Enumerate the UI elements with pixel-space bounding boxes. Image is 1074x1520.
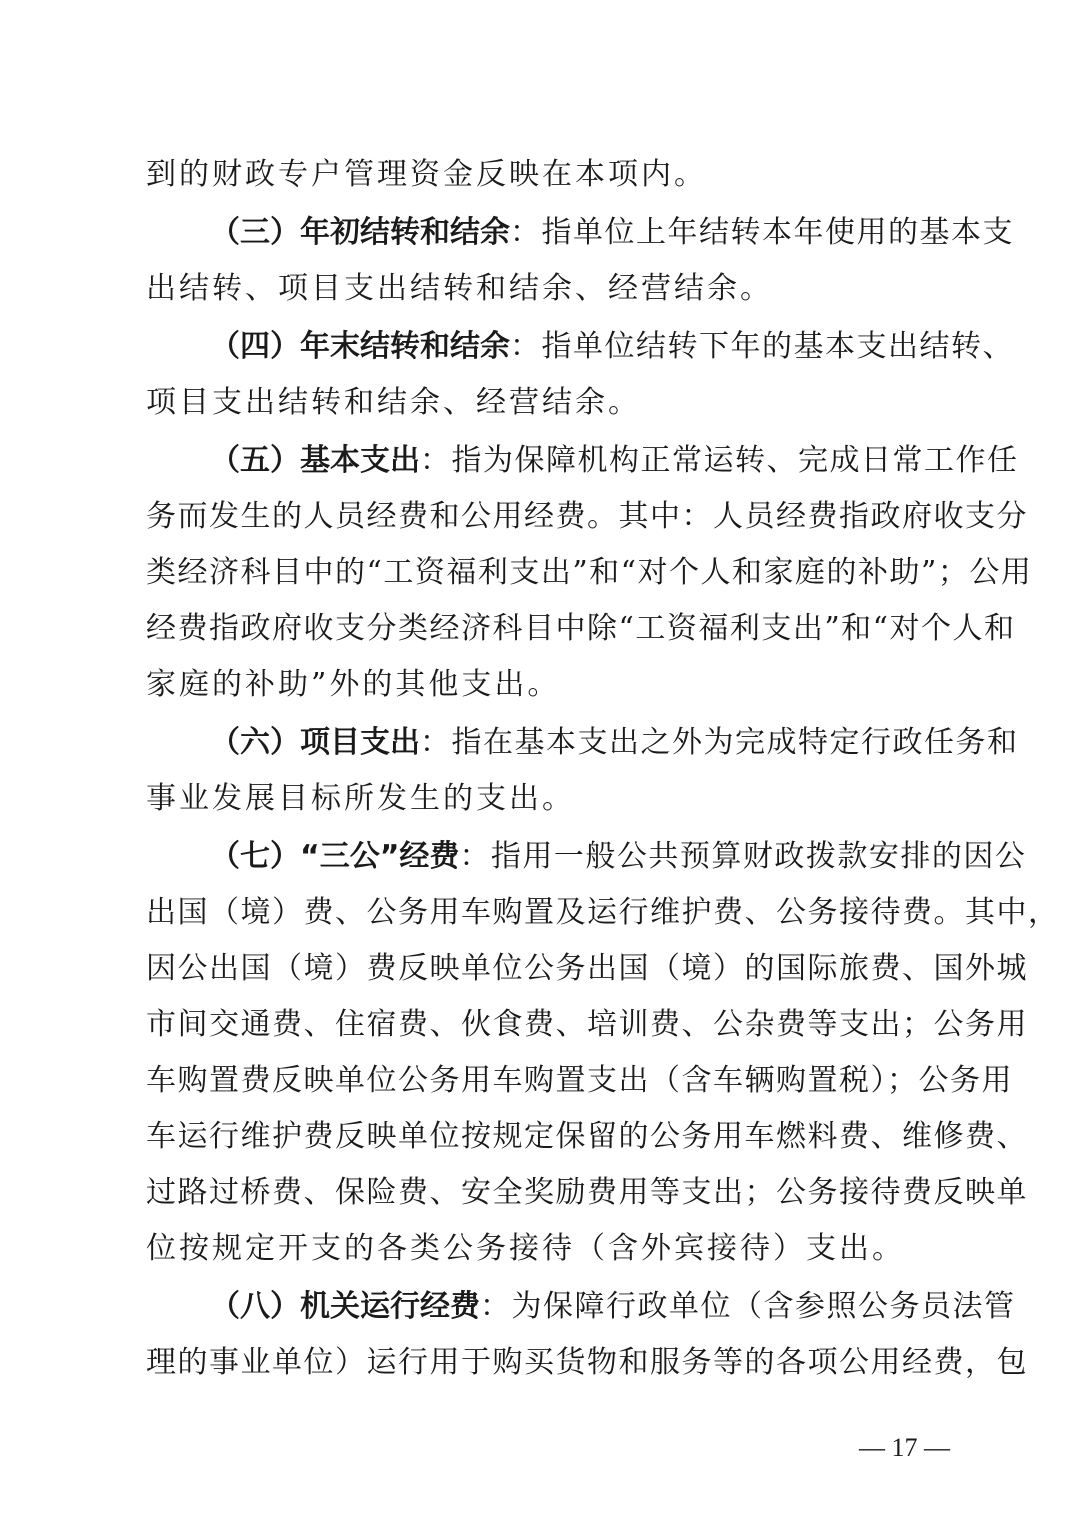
page-number: — 17 — (859, 1433, 950, 1462)
text-line: 市间交通费、住宿费、伙食费、培训费、公杂费等支出；公务用 (146, 1007, 1028, 1042)
heading-carryover-balance-end: （四）年末结转和结余 (210, 329, 510, 364)
text-line: 项目支出结转和结余、经营结余。 (146, 385, 641, 420)
text-line: 因公出国（境）费反映单位公务出国（境）的国际旅费、国外城 (146, 951, 1028, 986)
document-body (146, 147, 1060, 1391)
text-line: 务而发生的人员经费和公用经费。其中：人员经费指政府收支分 (146, 499, 1028, 534)
paragraph-6-first-line (146, 715, 1019, 771)
heading-agency-operating-expenses: （八）机关运行经费 (210, 1289, 480, 1324)
paragraph-text: ：为保障行政单位（含参照公务员法管 (480, 1289, 1016, 1324)
text-line: 到的财政专户管理资金反映在本项内。 (146, 157, 707, 192)
paragraph-text: ：指在基本支出之外为完成特定行政任务和 (420, 725, 1019, 760)
paragraph-text: ：指用一般公共预算财政拨款安排的因公 (459, 839, 1027, 874)
heading-project-expenditure: （六）项目支出 (210, 725, 420, 760)
text-line: 经费指政府收支分类经济科目中除“工资福利支出”和“对个人和 (146, 611, 1016, 646)
paragraph-7-first-line (146, 829, 1027, 885)
text-line: 过路过桥费、保险费、安全奖励费用等支出；公务接待费反映单 (146, 1175, 1028, 1210)
paragraph-text: ：指单位上年结转本年使用的基本支 (510, 215, 1014, 250)
text-line: 理的事业单位）运行用于购买货物和服务等的各项公用经费，包 (146, 1345, 1028, 1380)
paragraph-3-first-line (146, 205, 1014, 261)
text-line: 家庭的补助”外的其他支出。 (146, 667, 561, 702)
heading-basic-expenditure: （五）基本支出 (210, 443, 420, 478)
paragraph-4-first-line (146, 319, 1014, 375)
paragraph-text: ：指为保障机构正常运转、完成日常工作任 (420, 443, 1019, 478)
text-line: 车运行维护费反映单位按规定保留的公务用车燃料费、维修费、 (146, 1119, 1028, 1154)
text-line: 出国（境）费、公务用车购置及运行维护费、公务接待费。其中， (146, 895, 1060, 930)
text-line: 事业发展目标所发生的支出。 (146, 781, 575, 816)
text-line: 类经济科目中的“工资福利支出”和“对个人和家庭的补助”；公用 (146, 555, 1033, 590)
paragraph-8-first-line (146, 1279, 1016, 1335)
text-line: 位按规定开支的各类公务接待（含外宾接待）支出。 (146, 1231, 905, 1266)
paragraph-5-first-line (146, 433, 1019, 489)
text-line: 车购置费反映单位公务用车购置支出（含车辆购置税）；公务用 (146, 1063, 1013, 1098)
heading-carryover-balance-start: （三）年初结转和结余 (210, 215, 510, 250)
text-line: 出结转、项目支出结转和结余、经营结余。 (146, 271, 773, 306)
heading-three-public-expenses: （七）“三公”经费 (210, 839, 460, 874)
paragraph-text: ：指单位结转下年的基本支出结转、 (510, 329, 1014, 364)
